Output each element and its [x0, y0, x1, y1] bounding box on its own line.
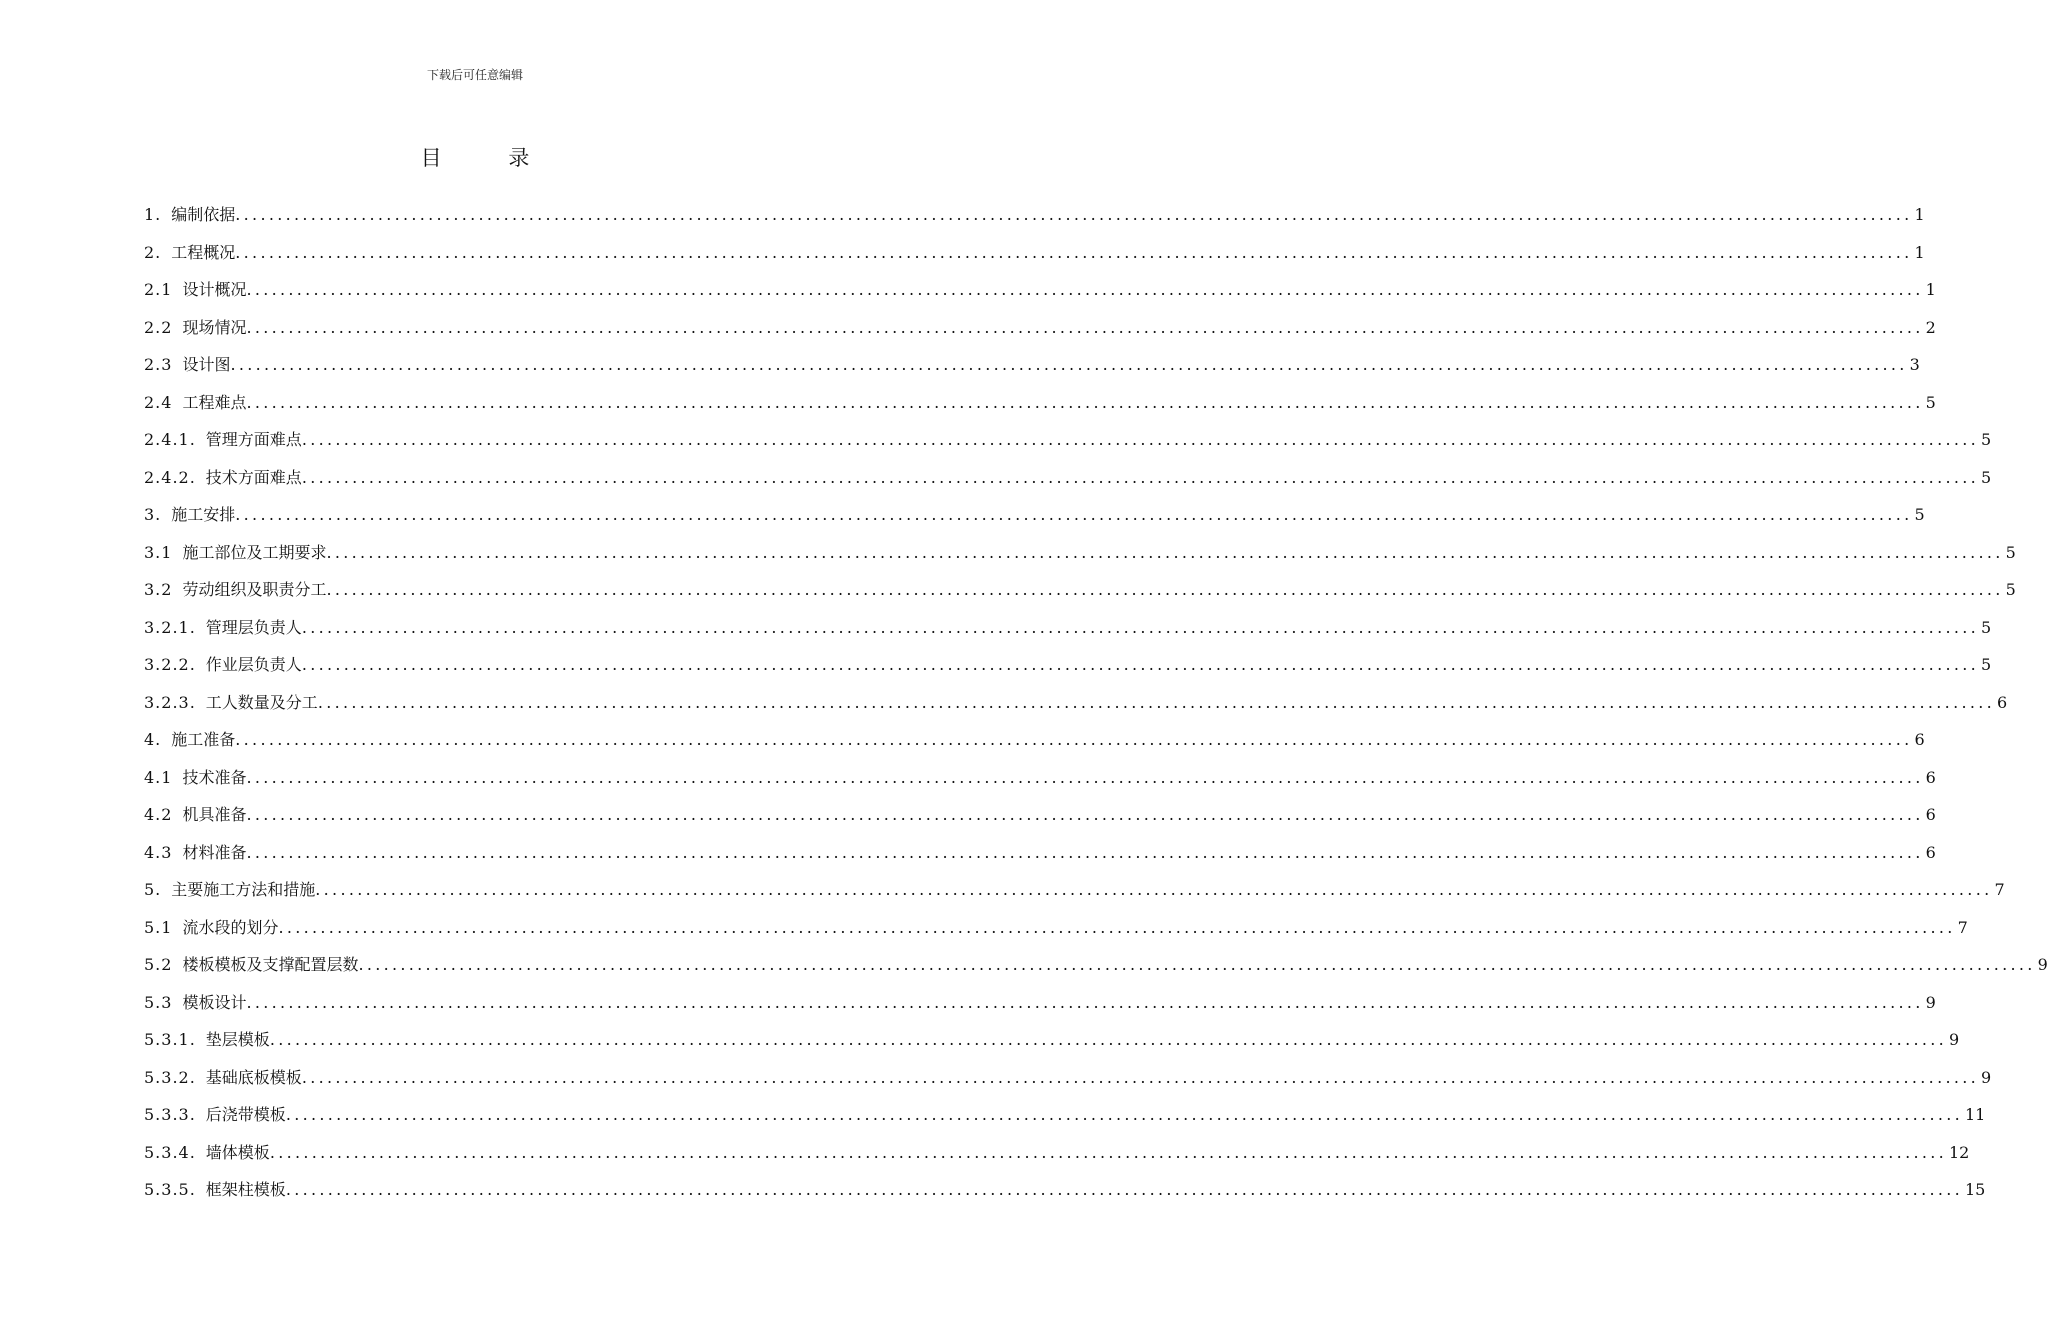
toc-entry[interactable] [144, 1096, 1986, 1134]
toc-dot-leader: ........................................................................................................................................................................................................ [246, 992, 1924, 1012]
toc-dot-leader: ........................................................................................................................................................................................................ [285, 1180, 1963, 1199]
toc-entry-page: 9 [1925, 992, 1936, 1012]
toc-entry-page: 9 [2037, 955, 2048, 974]
toc-entry-page: 5 [2005, 580, 2016, 599]
toc-entry-page: 6 [1997, 692, 2008, 712]
toc-entry-label: 机具准备 [182, 805, 247, 824]
toc-entry-page: 5 [1981, 430, 1992, 449]
header-note: 下载后可任意编辑 [426, 68, 523, 82]
toc-entry[interactable] [144, 1171, 1986, 1209]
toc-entry-number: 4.1 [144, 767, 173, 787]
toc-dot-leader: ........................................................................................................................................................................................................ [235, 730, 1913, 749]
toc-dot-leader: ........................................................................................................................................................................................................ [246, 280, 1924, 299]
toc-entry-label: 楼板模板及支撑配置层数 [182, 955, 359, 974]
toc-entry-page: 5 [1981, 467, 1992, 487]
toc-entry-label: 劳动组织及职责分工 [182, 580, 327, 599]
toc-entry-label: 材料准备 [182, 842, 247, 862]
toc-entry-number: 2.3 [144, 355, 173, 374]
toc-entry-page: 2 [1925, 317, 1936, 337]
toc-entry-number: 5.3.4. [144, 1142, 196, 1162]
toc-entry[interactable] [144, 196, 1925, 234]
toc-entry-number: 5. [144, 880, 162, 899]
toc-dot-leader: ........................................................................................................................................................................................................ [246, 767, 1924, 787]
toc-dot-leader: ........................................................................................................................................................................................................ [301, 1067, 1979, 1087]
toc-dot-leader: ........................................................................................................................................................................................................ [246, 805, 1924, 824]
toc-entry-page: 6 [1925, 842, 1936, 862]
toc-entry-page: 15 [1965, 1180, 1986, 1199]
toc-entry-label: 管理方面难点 [205, 430, 302, 449]
toc-entry[interactable] [144, 909, 1968, 947]
toc-dot-leader: ........................................................................................................................................................................................................ [326, 580, 2004, 599]
toc-entry[interactable] [144, 534, 2016, 572]
toc-entry-page: 7 [1994, 880, 2005, 899]
toc-entry-number: 2.4.1. [144, 430, 196, 449]
toc-entry-label: 后浇带模板 [205, 1105, 286, 1124]
toc-entry-page: 5 [1914, 505, 1925, 524]
toc-dot-leader: ........................................................................................................................................................................................................ [317, 692, 1995, 712]
toc-entry[interactable] [144, 309, 1936, 347]
toc-entry-number: 1. [144, 205, 162, 224]
toc-entry-page: 6 [1925, 805, 1936, 824]
toc-entry-label: 施工部位及工期要求 [182, 542, 327, 562]
toc-entry-label: 垫层模板 [205, 1030, 270, 1049]
toc-entry[interactable] [144, 459, 1992, 497]
toc-entry-number: 3.2 [144, 580, 173, 599]
toc-entry-number: 5.2 [144, 955, 173, 974]
toc-entry[interactable] [144, 234, 1925, 272]
toc-entry-number: 4.2 [144, 805, 173, 824]
toc-entry-label: 主要施工方法和措施 [171, 880, 316, 899]
toc-entry-number: 4. [144, 730, 162, 749]
toc-dot-leader: ........................................................................................................................................................................................................ [246, 842, 1924, 862]
toc-entry-page: 1 [1914, 242, 1925, 262]
toc-dot-leader: ........................................................................................................................................................................................................ [358, 955, 2036, 974]
toc-entry[interactable] [144, 346, 1920, 384]
toc-entry-number: 5.1 [144, 917, 173, 937]
toc-entry-number: 5.3.3. [144, 1105, 196, 1124]
toc-entry-label: 流水段的划分 [182, 917, 279, 937]
page-title: 目 录 [420, 146, 560, 170]
toc-entry-label: 墙体模板 [205, 1142, 270, 1162]
toc-entry-number: 4.3 [144, 842, 173, 862]
toc-entry-label: 施工准备 [171, 730, 236, 749]
toc-dot-leader: ........................................................................................................................................................................................................ [269, 1030, 1947, 1049]
toc-entry-label: 技术方面难点 [205, 467, 302, 487]
toc-entry[interactable] [144, 759, 1936, 797]
toc-entry-number: 3.1 [144, 542, 173, 562]
toc-entry[interactable] [144, 609, 1992, 647]
toc-entry-page: 1 [1925, 280, 1936, 299]
toc-entry-number: 3.2.2. [144, 655, 196, 674]
toc-dot-leader: ........................................................................................................................................................................................................ [278, 917, 1956, 937]
toc-entry-number: 2.2 [144, 317, 173, 337]
toc-entry-label: 基础底板模板 [205, 1067, 302, 1087]
toc-entry-page: 5 [1981, 655, 1992, 674]
toc-entry-number: 3.2.3. [144, 692, 196, 712]
toc-entry-number: 3.2.1. [144, 617, 196, 637]
toc-entry[interactable] [144, 1059, 1992, 1097]
toc-entry-label: 现场情况 [182, 317, 247, 337]
toc-entry-page: 9 [1949, 1030, 1960, 1049]
toc-entry[interactable] [144, 871, 2005, 909]
toc-entry[interactable] [144, 421, 1992, 459]
toc-entry[interactable] [144, 721, 1925, 759]
toc-entry-number: 2. [144, 242, 162, 262]
toc-dot-leader: ........................................................................................................................................................................................................ [246, 392, 1924, 412]
toc-entry-number: 2.4.2. [144, 467, 196, 487]
toc-entry[interactable] [144, 496, 1925, 534]
toc-entry-label: 模板设计 [182, 992, 247, 1012]
toc-entry-number: 2.4 [144, 392, 173, 412]
toc-entry-number: 3. [144, 505, 162, 524]
toc-entry-page: 6 [1925, 767, 1936, 787]
toc-entry-label: 设计概况 [182, 280, 247, 299]
toc-entry[interactable] [144, 684, 2008, 722]
toc-dot-leader: ........................................................................................................................................................................................................ [301, 617, 1979, 637]
toc-entry-page: 1 [1914, 205, 1925, 224]
toc-dot-leader: ........................................................................................................................................................................................................ [301, 655, 1979, 674]
toc-entry[interactable] [144, 384, 1936, 422]
toc-dot-leader: ........................................................................................................................................................................................................ [235, 242, 1913, 262]
toc-entry-number: 2.1 [144, 280, 173, 299]
toc-entry-label: 作业层负责人 [205, 655, 302, 674]
toc-entry[interactable] [144, 946, 2048, 984]
toc-entry[interactable] [144, 571, 2016, 609]
toc-entry[interactable] [144, 834, 1936, 872]
toc-dot-leader: ........................................................................................................................................................................................................ [246, 317, 1924, 337]
toc-entry-page: 3 [1909, 355, 1920, 374]
toc-entry-number: 5.3.2. [144, 1067, 196, 1087]
toc-dot-leader: ........................................................................................................................................................................................................ [301, 467, 1979, 487]
toc-dot-leader: ........................................................................................................................................................................................................ [301, 430, 1979, 449]
toc-entry[interactable] [144, 1134, 1970, 1172]
toc-entry[interactable] [144, 1021, 1960, 1059]
toc-entry[interactable] [144, 796, 1936, 834]
toc-entry-label: 技术准备 [182, 767, 247, 787]
toc-entry[interactable] [144, 646, 1992, 684]
toc-entry-label: 设计图 [182, 355, 231, 374]
toc-entry-label: 工程难点 [182, 392, 247, 412]
toc-entry-page: 5 [2005, 542, 2016, 562]
toc-dot-leader: ........................................................................................................................................................................................................ [326, 542, 2004, 562]
toc-entry-page: 5 [1981, 617, 1992, 637]
toc-entry-label: 管理层负责人 [205, 617, 302, 637]
toc-entry-label: 工人数量及分工 [205, 692, 318, 712]
toc-entry-page: 6 [1914, 730, 1925, 749]
toc-entry-page: 9 [1981, 1067, 1992, 1087]
toc-dot-leader: ........................................................................................................................................................................................................ [235, 505, 1913, 524]
table-of-contents [144, 196, 2048, 1209]
toc-entry-label: 工程概况 [171, 242, 236, 262]
toc-entry-number: 5.3.5. [144, 1180, 196, 1199]
toc-entry-number: 5.3 [144, 992, 173, 1012]
toc-dot-leader: ........................................................................................................................................................................................................ [235, 205, 1913, 224]
toc-dot-leader: ........................................................................................................................................................................................................ [285, 1105, 1963, 1124]
toc-entry-label: 框架柱模板 [205, 1180, 286, 1199]
toc-entry-page: 12 [1949, 1142, 1970, 1162]
toc-entry-page: 5 [1925, 392, 1936, 412]
toc-entry[interactable] [144, 271, 1936, 309]
toc-entry-page: 11 [1965, 1105, 1986, 1124]
toc-entry[interactable] [144, 984, 1936, 1022]
toc-dot-leader: ........................................................................................................................................................................................................ [230, 355, 1908, 374]
toc-dot-leader: ........................................................................................................................................................................................................ [269, 1142, 1947, 1162]
toc-entry-label: 编制依据 [171, 205, 236, 224]
toc-entry-number: 5.3.1. [144, 1030, 196, 1049]
toc-entry-label: 施工安排 [171, 505, 236, 524]
toc-dot-leader: ........................................................................................................................................................................................................ [315, 880, 1993, 899]
toc-entry-page: 7 [1957, 917, 1968, 937]
